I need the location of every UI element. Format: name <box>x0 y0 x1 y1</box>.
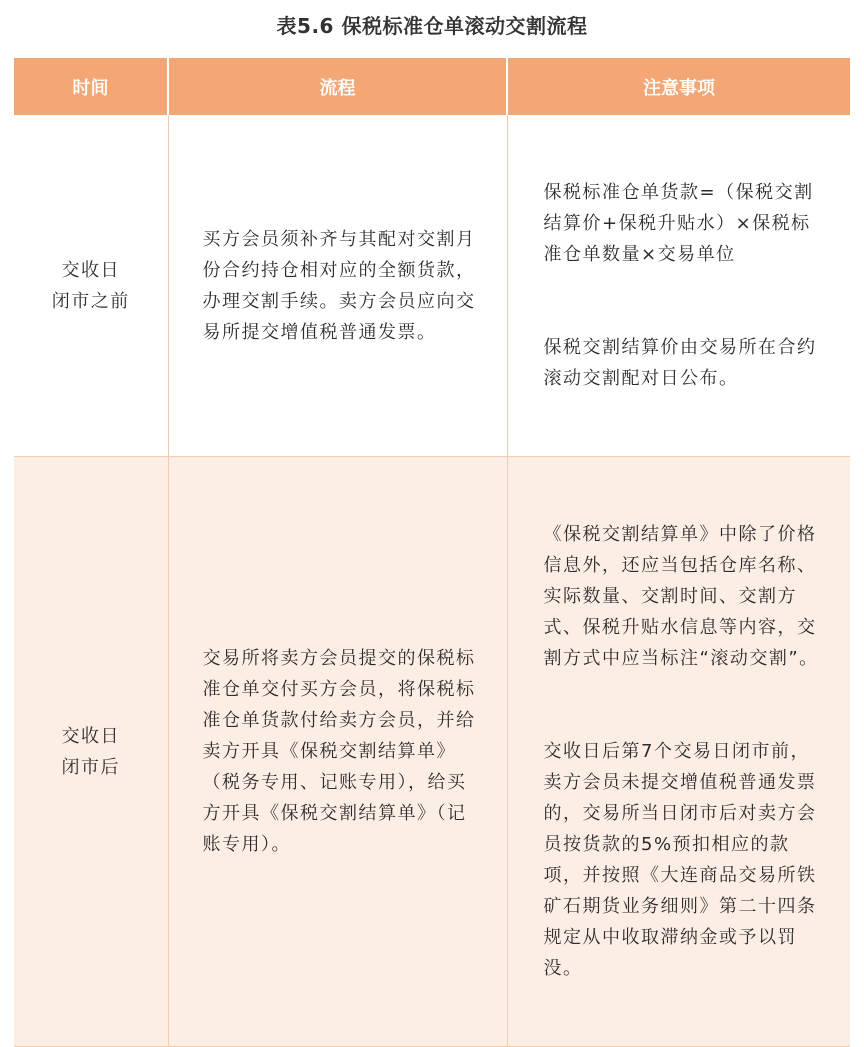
table-header-row <box>14 58 850 115</box>
notes-text <box>544 457 820 1046</box>
table-row <box>14 457 850 1047</box>
delivery-flow-table <box>14 58 850 1047</box>
note-paragraph: 交收日后第7个交易日闭市前，卖方会员未提交增值税普通发票的，交易所当日闭市后对卖方会员按货款的5%预扣相应的款项，并按照《大连商品交易所铁矿石期货业务细则》第二十四条规定从中收取滞纳金或予以罚没。 <box>543 741 817 979</box>
notes-cell <box>507 457 850 1047</box>
notes-text <box>544 115 820 456</box>
table-title: 表5.6 保税标准仓单滚动交割流程 <box>276 14 588 38</box>
time-line: 闭市之前 <box>51 290 130 312</box>
note-paragraph: 保税标准仓单货款=（保税交割结算价+保税升贴水）×保税标准仓单数量×交易单位 <box>543 182 814 265</box>
header-process: 流程 <box>168 58 507 115</box>
time-line: 交收日 <box>61 259 120 281</box>
process-text: 买方会员须补齐与其配对交割月份合约持仓相对应的全额货款，办理交割手续。卖方会员应向交易所提交增值税普通发票。 <box>202 228 476 343</box>
notes-cell <box>507 115 850 457</box>
time-cell <box>14 115 168 457</box>
process-cell <box>168 457 507 1047</box>
header-time: 时间 <box>14 58 168 115</box>
time-line: 交收日 <box>61 725 120 747</box>
header-notes: 注意事项 <box>507 58 850 115</box>
note-paragraph: 保税交割结算价由交易所在合约滚动交割配对日公布。 <box>543 337 817 389</box>
process-text: 交易所将卖方会员提交的保税标准仓单交付买方会员，将保税标准仓单货款付给卖方会员，并给卖方开具《保税交割结算单》（税务专用、记账专用），给买方开具《保税交割结算单》（记账专用）。 <box>202 648 476 855</box>
table-row <box>14 115 850 457</box>
process-cell <box>168 115 507 457</box>
time-cell <box>14 457 168 1047</box>
time-line: 闭市后 <box>61 756 120 778</box>
note-paragraph: 《保税交割结算单》中除了价格信息外，还应当包括仓库名称、实际数量、交割时间、交割方式、保税升贴水信息等内容，交割方式中应当标注“滚动交割”。 <box>543 524 819 669</box>
